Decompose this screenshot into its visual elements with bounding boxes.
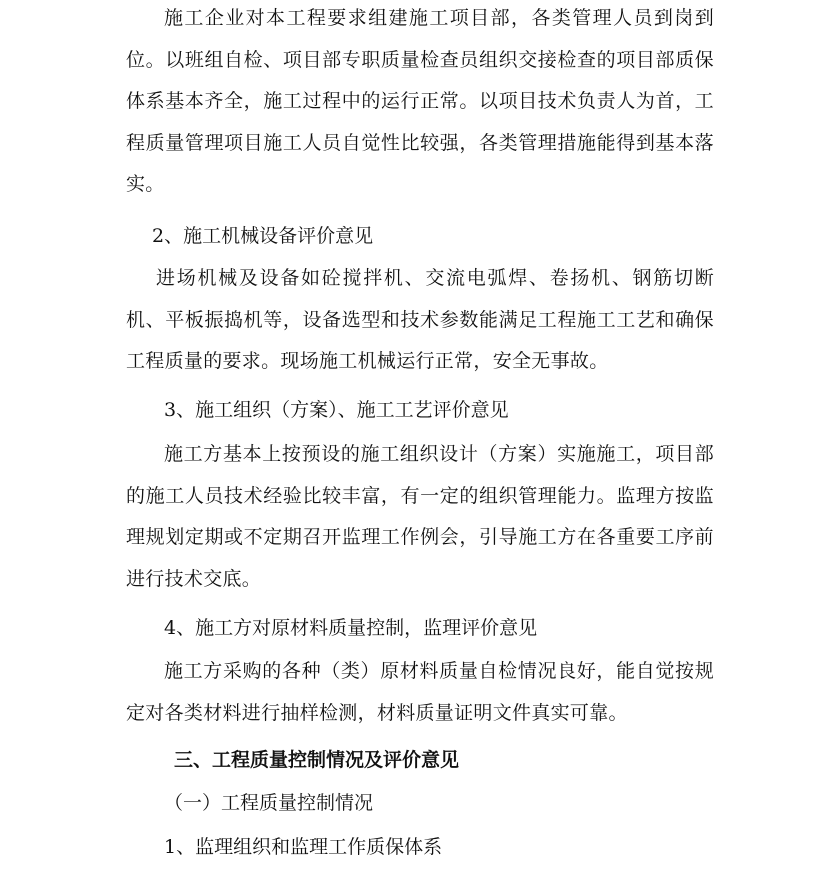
heading-materials-evaluation: 4、施工方对原材料质量控制，监理评价意见 [164, 617, 538, 639]
paragraph-project-organization: 施工企业对本工程要求组建施工项目部，各类管理人员到岗到位。以班组自检、项目部专职质量检查员组织交接检查的项目部质保体系基本齐全，施工过程中的运行正常。以项目技术负责人为首，工程质量管理项目施工人员自觉性比较强，各类管理措施能得到基本落实。 [126, 7, 714, 195]
paragraph-organization: 施工方基本上按预设的施工组织设计（方案）实施施工，项目部的施工人员技术经验比较丰富，有一定的组织管理能力。监理方按监理规划定期或不定期召开监理工作例会，引导施工方在各重要工序前进行技术交底。 [126, 443, 714, 590]
paragraph-materials: 施工方采购的各种（类）原材料质量自检情况良好，能自觉按规定对各类材料进行抽样检测，材料质量证明文件真实可靠。 [126, 660, 714, 724]
heading-section-three: 三、工程质量控制情况及评价意见 [174, 749, 460, 771]
heading-machinery-evaluation: 2、施工机械设备评价意见 [152, 225, 374, 247]
heading-supervision-system: 1、监理组织和监理工作质保体系 [164, 836, 443, 858]
heading-organization-evaluation: 3、施工组织（方案）、施工工艺评价意见 [164, 399, 509, 421]
paragraph-machinery: 进场机械及设备如砼搅拌机、交流电弧焊、卷扬机、钢筋切断机、平板振捣机等，设备选型和技术参数能满足工程施工工艺和确保工程质量的要求。现场施工机械运行正常，安全无事故。 [126, 267, 714, 372]
heading-subsection-one: （一）工程质量控制情况 [164, 792, 374, 814]
